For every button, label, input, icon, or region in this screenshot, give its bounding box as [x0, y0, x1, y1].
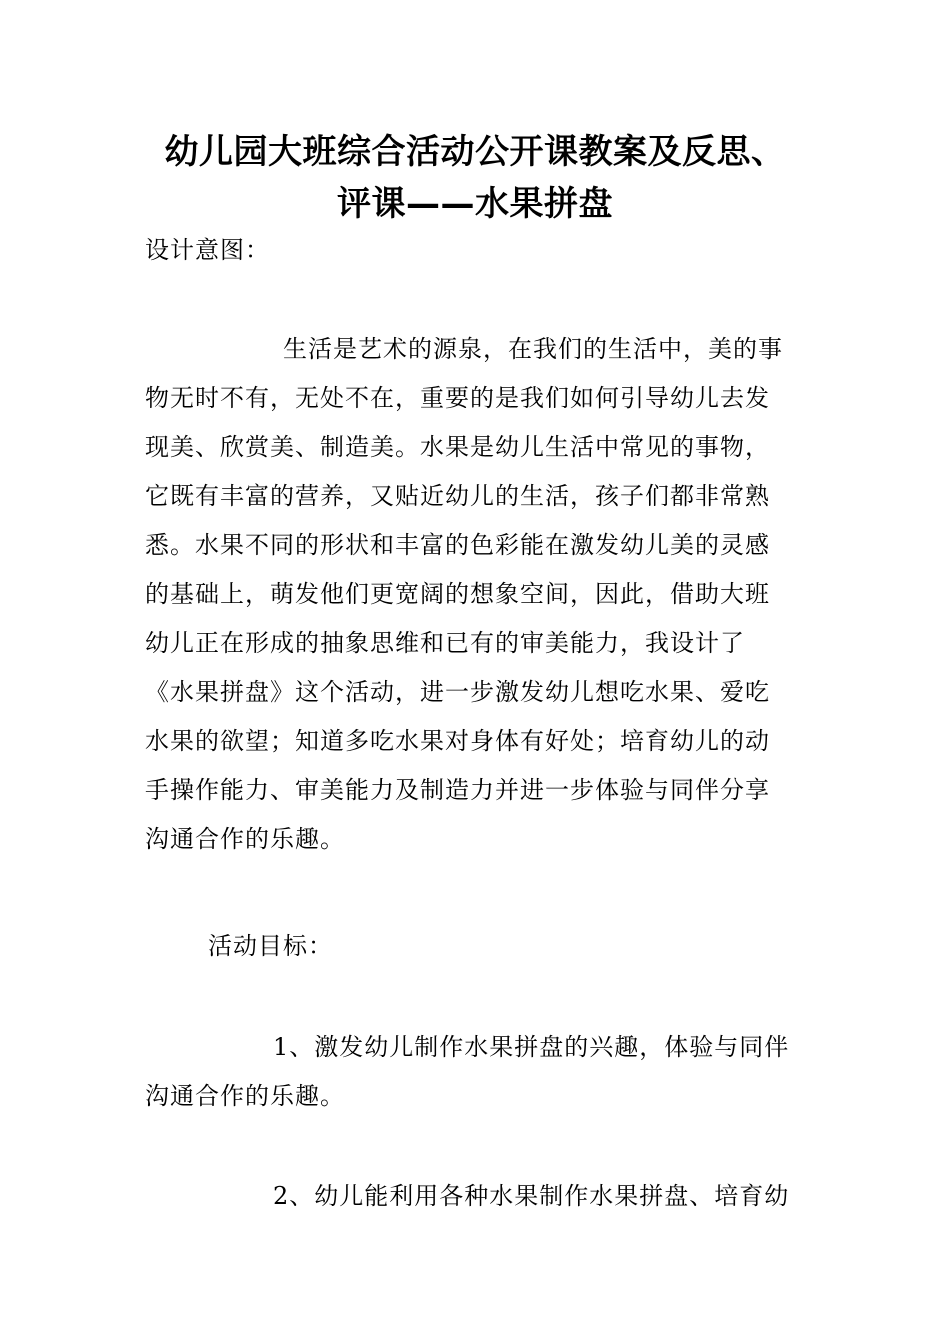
paragraph-line: 沟通合作的乐趣。: [145, 825, 345, 853]
paragraph-line: 的基础上，萌发他们更宽阔的想象空间，因此，借助大班: [145, 580, 770, 608]
document-title-line-1: 幼儿园大班综合活动公开课教案及反思、: [164, 132, 786, 172]
paragraph-line: 幼儿正在形成的抽象思维和已有的审美能力，我设计了: [145, 629, 745, 657]
paragraph-line: 物无时不有，无处不在，重要的是我们如何引导幼儿去发: [145, 384, 770, 412]
paragraph-line: 《水果拼盘》这个活动，进一步激发幼儿想吃水果、爱吃: [145, 678, 770, 706]
paragraph-line: 沟通合作的乐趣。: [145, 1082, 345, 1110]
paragraph-line: 现美、欣赏美、制造美。水果是幼儿生活中常见的事物，: [145, 433, 770, 461]
paragraph-line: 它既有丰富的营养，又贴近幼儿的生活，孩子们都非常熟: [145, 482, 770, 510]
paragraph-line: 水果的欲望；知道多吃水果对身体有好处；培育幼儿的动: [145, 727, 770, 755]
paragraph-line: 2、幼儿能利用各种水果制作水果拼盘、培育幼: [273, 1182, 790, 1210]
design-intent-heading: 设计意图：: [145, 236, 270, 264]
paragraph-line: 手操作能力、审美能力及制造力并进一步体验与同伴分享: [145, 776, 770, 804]
document-title-line-2: 评课——水果拼盘: [337, 184, 613, 224]
activity-goals-heading: 活动目标：: [208, 932, 333, 960]
paragraph-line: 生活是艺术的源泉，在我们的生活中，美的事: [283, 335, 783, 363]
paragraph-line: 悉。水果不同的形状和丰富的色彩能在激发幼儿美的灵感: [145, 531, 770, 559]
paragraph-line: 1、激发幼儿制作水果拼盘的兴趣，体验与同伴: [273, 1033, 790, 1061]
